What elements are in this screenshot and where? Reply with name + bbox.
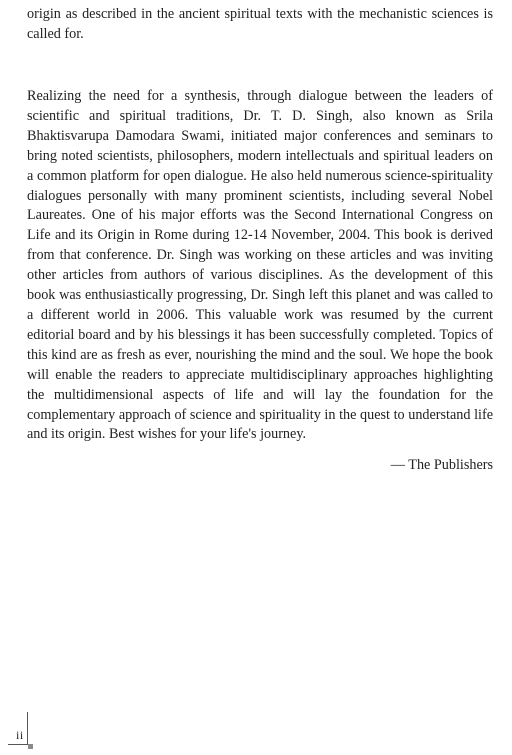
publisher-signature: — The Publishers (390, 457, 493, 473)
folio-horizontal-rule (8, 744, 28, 745)
folio-vertical-rule (27, 712, 28, 745)
body-paragraph-main: Realizing the need for a synthesis, through dialogue between the leaders of scientific and spiritual traditions, Dr. T. D. Singh, also known as Srila Bhaktisvarupa Damodara Swami, initiated major conferences and seminars to bring noted scientists, philosophers, modern intellectuals and spiritual leaders on a common platform for open dialogue. He also held numerous science-spirituality dialogues personally with many prominent scientists, including several Nobel Laureates. One of his major efforts was the Second International Congress on Life and its Origin in Rome during 12-14 November, 2004. This book is derived from that conference. Dr. Singh was working on these articles and was inviting other articles from authors of various disciplines. As the development of this book was enthusiastically progressing, Dr. Singh left this planet and was called to a different world in 2006. This valuable work was resumed by the current editorial board and by his blessings it has been successfully completed. Topics of this kind are as fresh as ever, nourishing the mind and the soul. We hope the book will enable the readers to appreciate multidisciplinary approaches highlighting the multidimensional aspects of life and will lay the foundation for the complementary approach of science and spirituality in the quest to understand life and its origin. Best wishes for your life's journey. (27, 88, 493, 443)
body-paragraph-continued: origin as described in the ancient spiritual texts with the mechanistic sciences is called for. (27, 6, 493, 42)
page-number: ii (16, 728, 24, 742)
folio-marker (28, 744, 33, 749)
